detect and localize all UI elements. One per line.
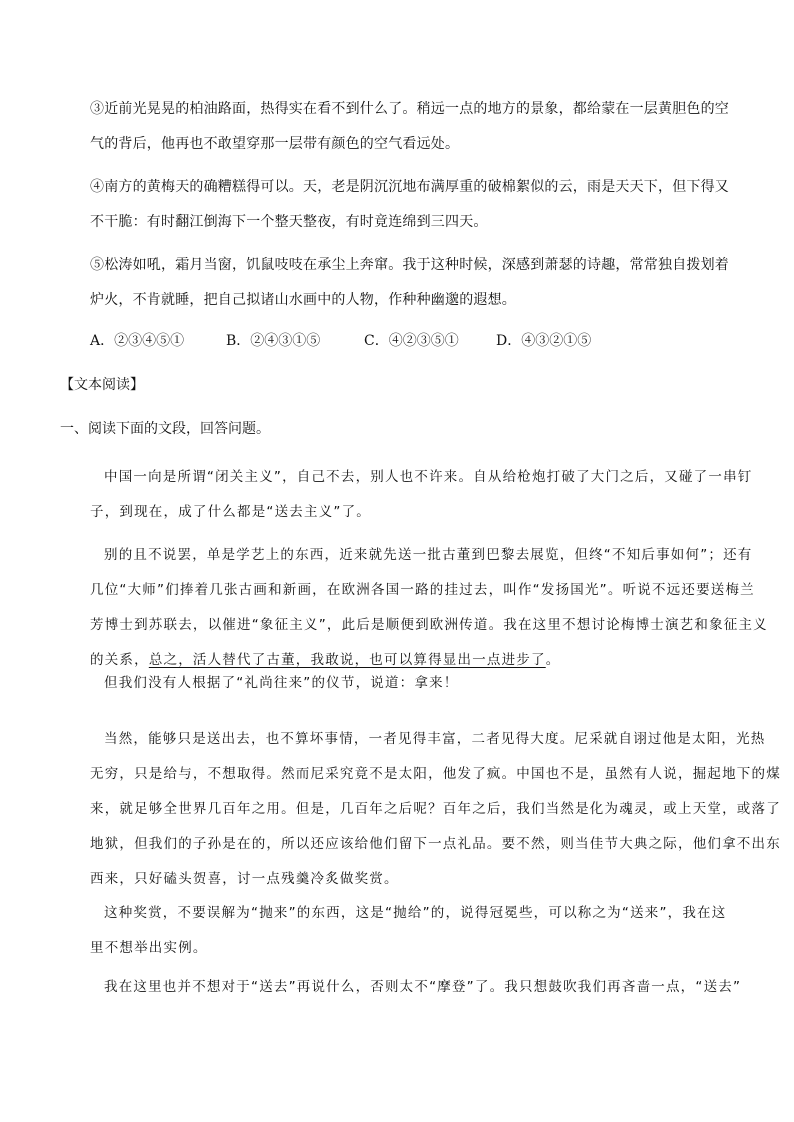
option-d[interactable]: D．④③②①⑤ — [496, 333, 592, 349]
option-b[interactable]: B．②④③①⑤ — [226, 333, 321, 349]
text-line: 几位“大师”们捧着几张古画和新画，在欧洲各国一路的挂过去，叫作“发扬国光”。听说不远还要送梅兰 — [90, 582, 755, 598]
sentence-item-5 — [90, 248, 729, 318]
text-line: 里不想举出实例。 — [90, 940, 208, 956]
text-line: 但我们没有人根据了“礼尚往来”的仪节，说道：拿来！ — [104, 675, 459, 691]
text-line: 西来，只好磕头贺喜，讨一点残羹冷炙做奖赏。 — [90, 871, 399, 887]
text-line: 地狱，但我们的子孙是在的，所以还应该给他们留下一点礼品。要不然，则当佳节大典之际，他们拿不出东 — [90, 836, 781, 852]
text-line: 别的且不说罢，单是学艺上的东西，近来就先送一批古董到巴黎去展览，但终“不知后事如何”；还有 — [104, 547, 753, 563]
text-line: 芳博士到苏联去，以催进“象征主义”，此后是顺便到欧洲传道。我在这里不想讨论梅博士演艺和象征主义 — [90, 617, 768, 633]
text-line: ③近前光晃晃的柏油路面，热得实在看不到什么了。稍远一点的地方的景象，都给蒙在一层黄胆色的空 — [90, 101, 729, 117]
text-line: 中国一向是所谓“闭关主义”，自己不去，别人也不许来。自从给枪炮打破了大门之后，又碰了一串钉 — [104, 469, 753, 485]
text-line: 当然，能够只是送出去，也不算坏事情，一者见得丰富，二者见得大度。尼采就自诩过他是太阳，光热 — [104, 731, 766, 747]
passage-paragraph-2 — [90, 538, 768, 678]
text-line: 气的背后，他再也不敢望穿那一层带有颜色的空气看远处。 — [90, 136, 460, 152]
sentence-item-3 — [90, 92, 729, 162]
option-c[interactable]: C．④②③⑤① — [364, 333, 459, 349]
passage-paragraph-5 — [90, 896, 727, 966]
underlined-sentence: 总之，活人替代了古董，我敢说，也可以算得显出一点进步了 — [148, 652, 546, 668]
text-line: 不干脆：有时翻江倒海下一个整天整夜，有时竟连绵到三四天。 — [90, 214, 488, 230]
text-segment: 的关系， — [90, 652, 149, 668]
passage-paragraph-4 — [90, 722, 781, 897]
passage-paragraph-1 — [90, 460, 753, 530]
text-line: 子，到现在，成了什么都是“送去主义”了。 — [90, 504, 371, 520]
question-heading: 一、阅读下面的文段，回答问题。 — [60, 421, 270, 437]
text-line: 来，就足够全世界几百年之用。但是，几百年之后呢？百年之后，我们当然是化为魂灵，或上天堂，或落了 — [90, 801, 781, 817]
option-a[interactable]: A．②③④⑤① — [90, 333, 185, 349]
section-heading: 【文本阅读】 — [60, 377, 144, 393]
answer-options — [90, 326, 710, 356]
text-line: 这种奖赏，不要误解为“抛来”的东西，这是“抛给”的，说得冠冕些，可以称之为“送来”，我在这 — [104, 905, 727, 921]
passage-paragraph-6 — [90, 970, 742, 1005]
text-line: ⑤松涛如吼，霜月当窗，饥鼠吱吱在承尘上奔窜。我于这种时候，深感到萧瑟的诗趣，常常独自拨划着 — [90, 257, 729, 273]
text-line: 无穷，只是给与，不想取得。然而尼采究竟不是太阳，他发了疯。中国也不是，虽然有人说，掘起地下的煤 — [90, 766, 781, 782]
text-line: 炉火，不肯就睡，把自己拟诸山水画中的人物，作种种幽邈的遐想。 — [90, 292, 516, 308]
text-segment: 。 — [545, 652, 561, 668]
passage-paragraph-3 — [90, 666, 722, 701]
text-line: 我在这里也并不想对于“送去”再说什么，否则太不“摩登”了。我只想鼓吹我们再吝啬一点，“送去” — [104, 979, 742, 995]
sentence-item-4 — [90, 170, 729, 240]
text-line: ④南方的黄梅天的确糟糕得可以。天，老是阴沉沉地布满厚重的破棉絮似的云，雨是天天下，但下得又 — [90, 179, 729, 195]
